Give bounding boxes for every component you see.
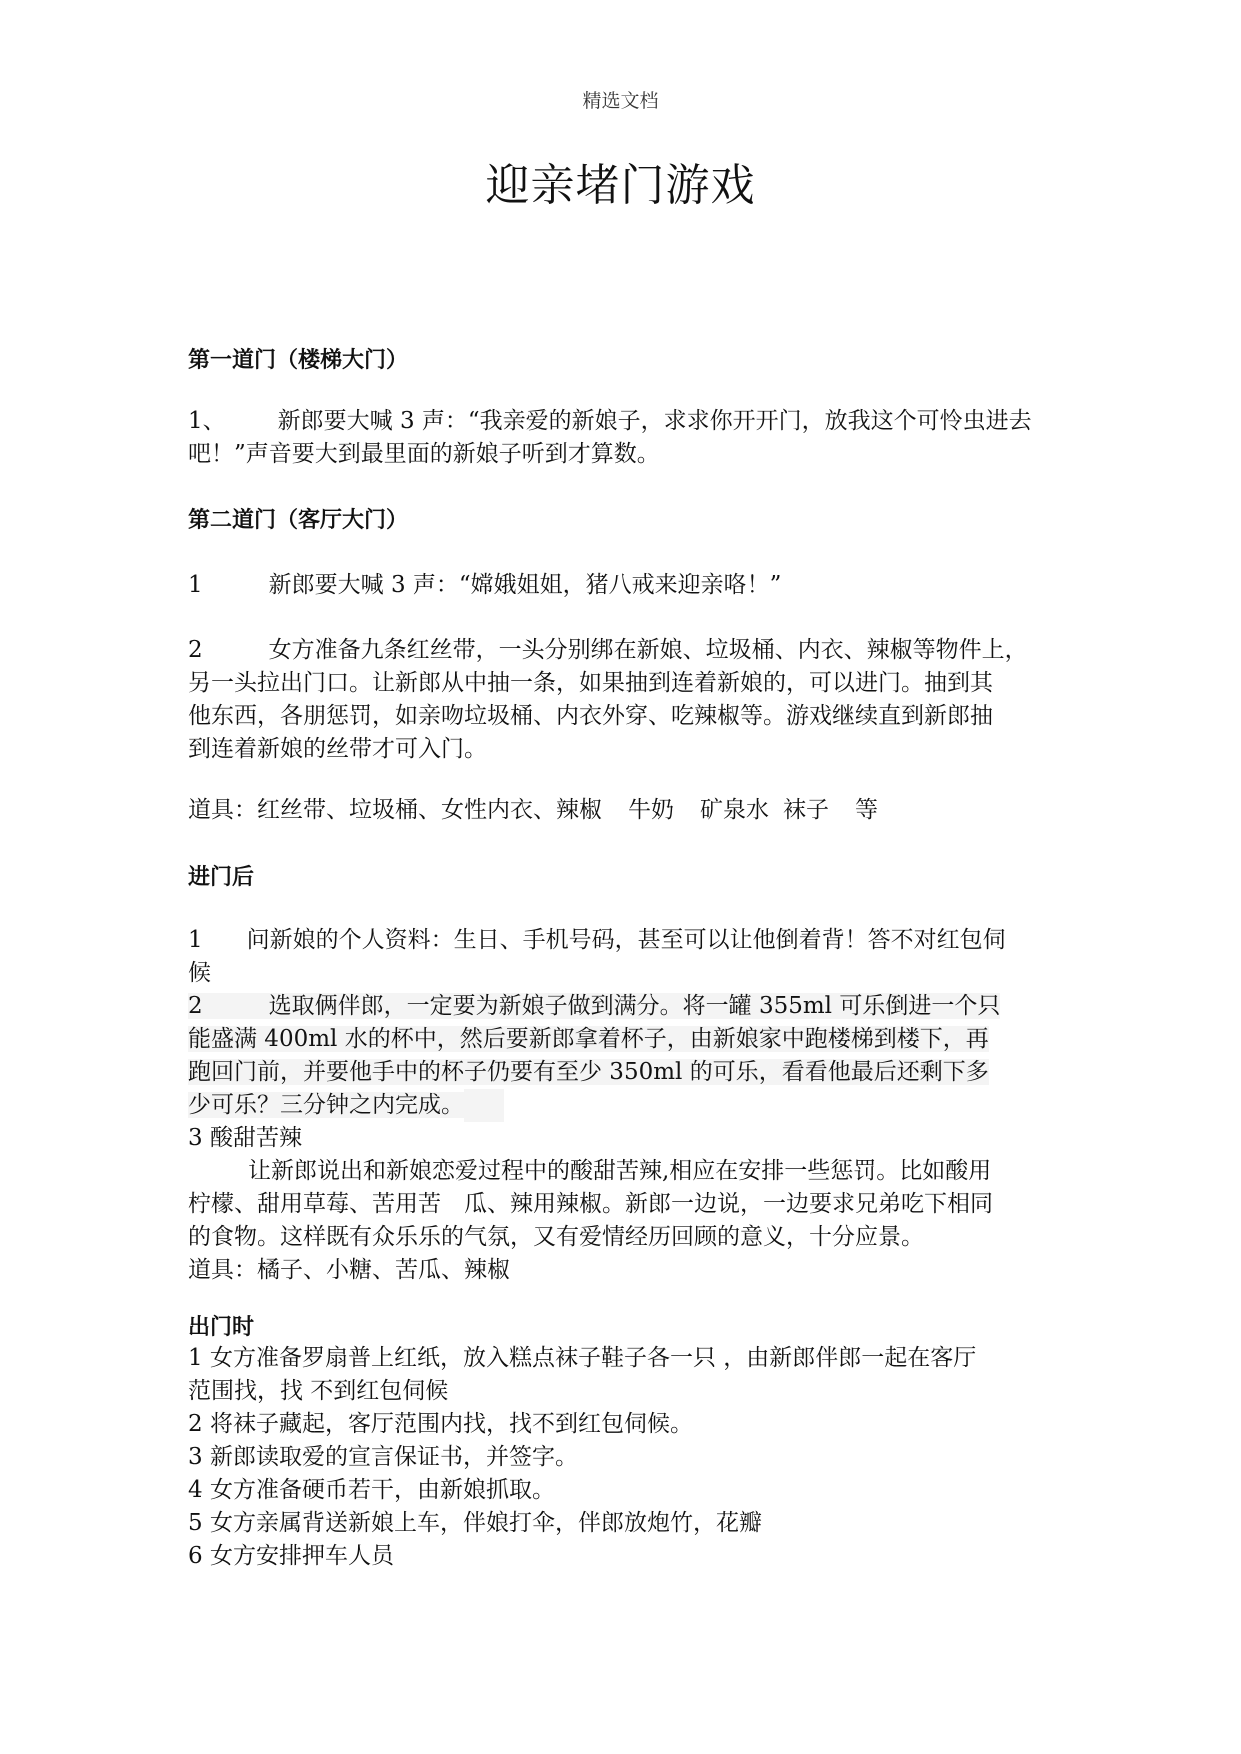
section-3-item-3-line-1: 让新郎说出和新娘恋爱过程中的酸甜苦辣,相应在安排一些惩罚。比如酸用 — [248, 1158, 992, 1184]
item-text: 问新娘的个人资料：生日、手机号码，甚至可以让他倒着背！答不对红包伺 — [246, 927, 1006, 953]
section-1-item-1 — [188, 405, 1078, 471]
section-2-props — [188, 794, 1078, 827]
list-item: 3 新郎读取爱的宣言保证书，并签字。 — [188, 1444, 578, 1470]
prop-water: 矿泉水 — [700, 797, 769, 823]
list-item: 6 女方安排押车人员 — [188, 1543, 394, 1569]
section-1-item-1-line-1 — [188, 405, 1078, 438]
item-number: 1 — [188, 572, 203, 598]
section-3-item-2-line-1 — [188, 990, 1078, 1023]
item-text: 选取俩伴郎，一定要为新娘子做到满分。将一罐 355ml 可乐倒进一个只 — [268, 993, 1001, 1019]
list-item: 4 女方准备硬币若干，由新娘抓取。 — [188, 1477, 555, 1503]
item-number: 1、 — [188, 408, 226, 434]
item-text: 新郎要大喊 3 声：“我亲爱的新娘子，求求你开开门，放我这个可怜虫进去 — [277, 408, 1032, 434]
section-3-heading: 进门后 — [188, 864, 255, 890]
section-3-item-1 — [188, 924, 1078, 990]
section-2-item-2-line-3: 他东西，各朋惩罚，如亲吻垃圾桶、内衣外穿、吃辣椒等。游戏继续直到新郎抽 — [188, 703, 993, 729]
prop-etc: 等 — [855, 797, 878, 823]
section-1-item-1-line-2: 吧！”声音要大到最里面的新娘子听到才算数。 — [188, 441, 660, 467]
item-number: 1 — [188, 927, 203, 953]
item-number: 2 — [188, 993, 203, 1019]
section-3-item-3-line-2: 柠檬、甜用草莓、苦用苦 瓜、辣用辣椒。新郎一边说，一边要求兄弟吃下相同 — [188, 1191, 993, 1217]
prop-socks: 袜子 — [783, 797, 829, 823]
section-3-item-3-props: 道具：橘子、小糖、苦瓜、辣椒 — [188, 1257, 510, 1283]
prop-milk: 牛奶 — [628, 797, 674, 823]
section-3-item-3-line-3: 的食物。这样既有众乐乐的气氛，又有爱情经历回顾的意义，十分应景。 — [188, 1224, 924, 1250]
item-text: 女方准备九条红丝带，一头分别绑在新娘、垃圾桶、内衣、辣椒等物件上， — [268, 637, 1028, 663]
section-3-item-3 — [188, 1122, 1078, 1287]
list-item: 2 将袜子藏起，客厅范围内找，找不到红包伺候。 — [188, 1411, 693, 1437]
section-3-item-2-line-4: 少可乐？三分钟之内完成。 — [188, 1089, 1078, 1122]
list-item: 1 女方准备罗扇普上红纸，放入糕点袜子鞋子各一只 ，由新郎伴郎一起在客厅 — [188, 1345, 977, 1371]
section-2-item-2-line-4: 到连着新娘的丝带才可入门。 — [188, 736, 487, 762]
section-3-item-2-line-2: 能盛满 400ml 水的杯中，然后要新郎拿着杯子，由新娘家中跑楼梯到楼下，再 — [188, 1026, 989, 1052]
section-2-item-2-line-2: 另一头拉出门口。让新郎从中抽一条，如果抽到连着新娘的，可以进门。抽到其 — [188, 670, 993, 696]
section-2-heading: 第二道门（客厅大门） — [188, 507, 409, 533]
document-title: 迎亲堵门游戏 — [485, 160, 756, 211]
section-2-item-2 — [188, 634, 1078, 766]
section-1-heading: 第一道门（楼梯大门） — [188, 347, 409, 373]
section-2-item-2-line-1 — [188, 634, 1078, 667]
item-number: 2 — [188, 637, 203, 663]
item-text: 新郎要大喊 3 声：“嫦娥姐姐，猪八戒来迎亲咯！” — [268, 572, 782, 598]
section-3-item-2-line-3: 跑回门前，并要他手中的杯子仍要有至少 350ml 的可乐，看看他最后还剩下多 — [188, 1059, 989, 1085]
section-4-list — [188, 1342, 1078, 1573]
section-3-item-1-line-1 — [188, 924, 1078, 957]
section-4-heading: 出门时 — [188, 1314, 255, 1340]
header-note: 精选文档 — [582, 90, 659, 112]
list-item: 5 女方亲属背送新娘上车，伴娘打伞，伴郎放炮竹，花瓣 — [188, 1510, 762, 1536]
section-3-item-1-line-2: 候 — [188, 960, 211, 986]
props-label: 道具：红丝带、垃圾桶、女性内衣、辣椒 — [188, 797, 602, 823]
section-3-item-3-title: 3 酸甜苦辣 — [188, 1125, 302, 1151]
section-3-item-2 — [188, 990, 1078, 1122]
list-item: 范围找，找 不到红包伺候 — [188, 1378, 449, 1404]
section-2-item-1 — [188, 569, 1078, 602]
